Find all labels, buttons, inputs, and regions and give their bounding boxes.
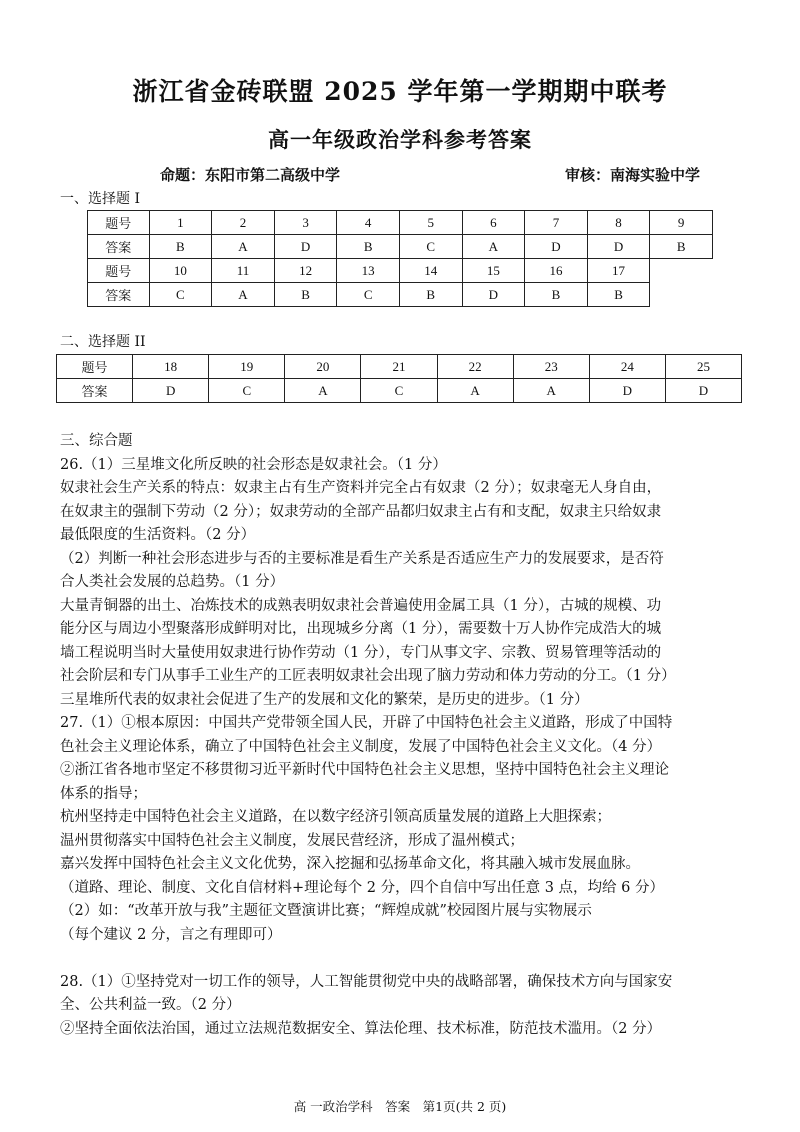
answer-cell: B xyxy=(274,283,337,307)
answer-cell: B xyxy=(525,283,588,307)
answer-table-1 xyxy=(87,210,713,307)
answer-label: 答案 xyxy=(88,283,150,307)
answer-table-2 xyxy=(56,354,742,403)
answer-line: （每个建议 2 分，言之有理即可） xyxy=(60,926,282,943)
empty-cell xyxy=(650,259,713,283)
question-number: 3 xyxy=(274,211,337,235)
question-number: 17 xyxy=(587,259,650,283)
answer-line: 26.（1）三星堆文化所反映的社会形态是奴隶社会。（1 分） xyxy=(60,456,447,473)
essay-answers xyxy=(60,430,750,1041)
table-row xyxy=(88,211,713,235)
answer-line: ②坚持全面依法治国，通过立法规范数据安全、算法伦理、技术标准，防范技术滥用。（2 分） xyxy=(60,1020,662,1037)
answer-cell: D xyxy=(133,379,209,403)
answer-line: 温州贯彻落实中国特色社会主义制度，发展民营经济，形成了温州模式； xyxy=(60,832,524,849)
question-number: 22 xyxy=(437,355,513,379)
question-label: 题号 xyxy=(88,211,150,235)
table-row xyxy=(57,355,742,379)
question-number: 24 xyxy=(589,355,665,379)
question-number: 23 xyxy=(513,355,589,379)
reviewer-school: 审核：南海实验中学 xyxy=(564,166,700,184)
table-row xyxy=(88,235,713,259)
question-number: 11 xyxy=(212,259,275,283)
spacer xyxy=(60,947,750,971)
question-number: 13 xyxy=(337,259,400,283)
answer-cell: D xyxy=(274,235,337,259)
question-number: 14 xyxy=(399,259,462,283)
answer-cell: A xyxy=(462,235,525,259)
answer-cell: B xyxy=(337,235,400,259)
answer-label: 答案 xyxy=(88,235,150,259)
question-number: 1 xyxy=(149,211,212,235)
answer-cell: D xyxy=(587,235,650,259)
answer-cell: A xyxy=(513,379,589,403)
answer-line: 合人类社会发展的总趋势。（1 分） xyxy=(60,574,285,590)
page-subtitle: 高一年级政治学科参考答案 xyxy=(268,127,532,152)
answer-line: （2）如：“改革开放与我”主题征文暨演讲比赛；“辉煌成就”校园图片展与实物展示 xyxy=(60,903,592,919)
answer-cell: A xyxy=(437,379,513,403)
author-school: 命题：东阳市第二高级中学 xyxy=(160,166,341,184)
answer-line: （道路、理论、制度、文化自信材料+理论每个 2 分，四个自信中写出任意 3 点，均给 6 分） xyxy=(60,879,664,896)
answer-line: 28.（1）①坚持党对一切工作的领导，人工智能贯彻党中央的战略部署，确保技术方向与国家安 xyxy=(60,973,673,990)
answer-cell: C xyxy=(399,235,462,259)
question-number: 2 xyxy=(212,211,275,235)
question-label: 题号 xyxy=(57,355,133,379)
table-row xyxy=(88,259,713,283)
question-number: 7 xyxy=(525,211,588,235)
answer-cell: D xyxy=(665,379,741,403)
answer-label: 答案 xyxy=(57,379,133,403)
question-number: 12 xyxy=(274,259,337,283)
question-number: 15 xyxy=(462,259,525,283)
question-number: 18 xyxy=(133,355,209,379)
answer-cell: A xyxy=(285,379,361,403)
answer-lines-28 xyxy=(60,971,750,1042)
answer-line: （2）判断一种社会形态进步与否的主要标准是看生产关系是否适应生产力的发展要求，是否符 xyxy=(60,550,664,567)
answer-cell: B xyxy=(587,283,650,307)
answer-cell: B xyxy=(399,283,462,307)
question-number: 16 xyxy=(525,259,588,283)
answer-line: 全、公共利益一致。（2 分） xyxy=(60,997,241,1013)
answer-line: ②浙江省各地市坚定不移贯彻习近平新时代中国特色社会主义思想，坚持中国特色社会主义理论 xyxy=(60,762,669,778)
answer-line: 27.（1）①根本原因：中国共产党带领全国人民，开辟了中国特色社会主义道路，形成了中国特 xyxy=(60,715,673,731)
answer-lines xyxy=(60,454,750,948)
answer-line: 最低限度的生活资料。（2 分） xyxy=(60,527,256,543)
table-row xyxy=(88,283,713,307)
question-number: 4 xyxy=(337,211,400,235)
answer-line: 社会阶层和专门从事手工业生产的工匠表明奴隶社会出现了脑力劳动和体力劳动的分工。（1 分） xyxy=(60,668,676,684)
answer-line: 色社会主义理论体系，确立了中国特色社会主义制度，发展了中国特色社会主义文化。（4 分） xyxy=(60,738,662,755)
answer-cell: C xyxy=(361,379,437,403)
answer-line: 体系的指导； xyxy=(60,785,147,802)
answer-cell: C xyxy=(209,379,285,403)
answer-line: 嘉兴发挥中国特色社会主义文化优势，深入挖掘和弘扬革命文化，将其融入城市发展血脉。 xyxy=(60,856,640,872)
answer-cell: B xyxy=(650,235,713,259)
question-number: 8 xyxy=(587,211,650,235)
author-line xyxy=(160,164,700,185)
question-number: 21 xyxy=(361,355,437,379)
question-number: 20 xyxy=(285,355,361,379)
answer-line: 杭州坚持走中国特色社会主义道路，在以数字经济引领高质量发展的道路上大胆探索； xyxy=(60,809,611,825)
page-footer: 高 一政治学科 答案 第1页(共 2 页) xyxy=(293,1099,507,1114)
answer-cell: D xyxy=(525,235,588,259)
page-title: 浙江省金砖联盟 2025 学年第一学期期中联考 xyxy=(132,77,668,106)
question-number: 6 xyxy=(462,211,525,235)
answer-cell: D xyxy=(462,283,525,307)
answer-cell: B xyxy=(149,235,212,259)
question-number: 19 xyxy=(209,355,285,379)
answer-cell: C xyxy=(149,283,212,307)
answer-line: 能分区与周边小型聚落形成鲜明对比，出现城乡分离（1 分），需要数十万人协作完成浩大的城 xyxy=(60,621,662,637)
answer-line: 奴隶社会生产关系的特点：奴隶主占有生产资料并完全占有奴隶（2 分）；奴隶毫无人身自由， xyxy=(60,480,662,496)
section1-heading: 一、选择题 I xyxy=(60,191,140,207)
answer-line: 三星堆所代表的奴隶社会促进了生产的发展和文化的繁荣，是历史的进步。（1 分） xyxy=(60,691,589,708)
empty-cell xyxy=(650,283,713,307)
section3-heading: 三、综合题 xyxy=(60,433,133,449)
answer-line: 在奴隶主的强制下劳动（2 分）；奴隶劳动的全部产品都归奴隶主占有和支配，奴隶主只给奴隶 xyxy=(60,503,662,520)
answer-cell: A xyxy=(212,283,275,307)
question-number: 5 xyxy=(399,211,462,235)
answer-cell: C xyxy=(337,283,400,307)
question-number: 9 xyxy=(650,211,713,235)
section2-heading: 二、选择题 II xyxy=(60,334,146,350)
answer-cell: D xyxy=(589,379,665,403)
table-row xyxy=(57,379,742,403)
question-number: 25 xyxy=(665,355,741,379)
answer-cell: A xyxy=(212,235,275,259)
answer-line: 墙工程说明当时大量使用奴隶进行协作劳动（1 分），专门从事文字、宗教、贸易管理等活动的 xyxy=(60,644,662,661)
question-number: 10 xyxy=(149,259,212,283)
answer-line: 大量青铜器的出土、冶炼技术的成熟表明奴隶社会普遍使用金属工具（1 分），古城的规模、功 xyxy=(60,597,662,614)
question-label: 题号 xyxy=(88,259,150,283)
